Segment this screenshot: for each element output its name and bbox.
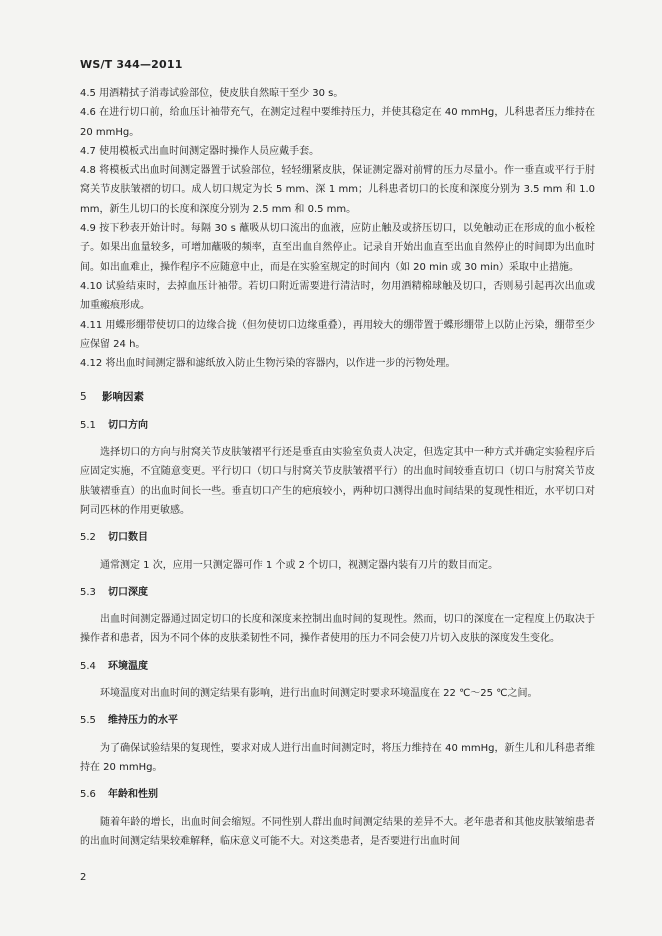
- subsection-5-1-text: 选择切口的方向与肘窝关节皮肤皱褶平行还是垂直由实验室负责人决定，但选定其中一种方式并确定实验程序后应固定实施，不宜随意变更。平行切口（切口与肘窝关节皮肤皱褶平行）的出血时间较垂直切口（切口与肘窝关节皮肤皱褶垂直）的出血时间长一些。垂直切口产生的疤痕较小，两种切口测得出血时间结果的复现性相近，水平切口对阿司匹林的作用更敏感。: [80, 447, 595, 516]
- step-4-6: 4.6 在进行切口前，给血压计袖带充气，在测定过程中要维持压力，并使其稳定在 40 mmHg，儿科患者压力维持在 20 mmHg。: [80, 107, 595, 138]
- page-number: 2: [80, 872, 87, 883]
- subsection-number: 5.4: [80, 660, 96, 672]
- subsection-title: 切口数目: [108, 532, 148, 544]
- step-4-5: 4.5 用酒精拭子消毒试验部位，使皮肤自然晾干至少 30 s。: [80, 88, 344, 99]
- subsection-5-2-text: 通常测定 1 次，应用一只测定器可作 1 个或 2 个切口，视测定器内装有刀片的数目而定。: [100, 559, 499, 571]
- step-4-11: 4.11 用蝶形绷带使切口的边缘合拢（但勿使切口边缘重叠），再用较大的绷带置于蝶形绷带上以防止污染，绷带至少应保留 24 h。: [80, 319, 595, 350]
- step-4-10: 4.10 试验结束时，去掉血压计袖带。若切口附近需要进行清洁时，勿用酒精棉球触及切口，否则易引起再次出血或加重瘢痕形成。: [80, 280, 595, 312]
- section-number: 5: [80, 391, 87, 404]
- subsection-number: 5.2: [80, 532, 96, 544]
- section-title: 影响因素: [102, 391, 144, 404]
- step-4-8: 4.8 将模板式出血时间测定器置于试验部位，轻轻绷紧皮肤，保证测定器对前臂的压力尽量小。作一垂直或平行于肘窝关节皮肤皱褶的切口。成人切口规定为长 5 mm、深 1 mm；儿科患者切口的长度和深度分别为 3.5 mm 和 1.0 mm，新生儿切口的长度和深度分别为 2.5 mm 和 0.5 mm。: [80, 165, 595, 215]
- subsection-5-5-heading: [80, 711, 595, 730]
- subsection-5-3-text: 出血时间测定器通过固定切口的长度和深度来控制出血时间的复现性。然而，切口的深度在一定程度上仍取决于操作者和患者，因为不同个体的皮肤柔韧性不同，操作者使用的压力不同会使刀片切入皮肤的深度发生变化。: [80, 614, 595, 645]
- step-4-12: 4.12 将出血时间测定器和滤纸放入防止生物污染的容器内，以作进一步的污物处理。: [80, 358, 456, 370]
- subsection-5-2-heading: [80, 528, 595, 547]
- subsection-5-6-text: 随着年龄的增长，出血时间会缩短。不同性别人群出血时间测定结果的差异不大。老年患者和其他皮肤皱缩患者的出血时间测定结果较难解释，临床意义可能不大。对这类患者，是否要进行出血时间: [80, 816, 595, 847]
- subsection-number: 5.5: [80, 715, 96, 727]
- subsection-5-6-heading: [80, 785, 595, 804]
- subsection-5-5-text: 为了确保试验结果的复现性，要求对成人进行出血时间测定时，将压力维持在 40 mmHg，新生儿和儿科患者维持在 20 mmHg。: [80, 742, 595, 773]
- subsection-number: 5.6: [80, 789, 96, 801]
- section-5-heading: [80, 388, 595, 407]
- subsection-5-3-heading: [80, 583, 595, 602]
- standard-code-header: WS/T 344—2011: [80, 58, 183, 71]
- document-body: [80, 84, 595, 851]
- subsection-5-4-text: 环境温度对出血时间的测定结果有影响，进行出血时间测定时要求环境温度在 22 ℃～25 ℃之间。: [100, 688, 538, 700]
- step-4-7: 4.7 使用模板式出血时间测定器时操作人员应戴手套。: [80, 145, 320, 157]
- subsection-title: 切口方向: [108, 419, 148, 431]
- subsection-title: 维持压力的水平: [108, 715, 178, 727]
- subsection-title: 切口深度: [108, 586, 148, 598]
- subsection-5-4-heading: [80, 657, 595, 676]
- subsection-number: 5.1: [80, 419, 96, 431]
- subsection-number: 5.3: [80, 586, 96, 598]
- subsection-title: 环境温度: [108, 660, 148, 672]
- subsection-title: 年龄和性别: [108, 789, 158, 801]
- step-4-9: 4.9 按下秒表开始计时。每隔 30 s 蘸吸从切口流出的血液，应防止触及或挤压切口，以免触动正在形成的血小板栓子。如果出血量较多，可增加蘸吸的频率，直至出血自然停止。记录自开始出血直至出血自然停止的时间即为出血时间。如出血难止，操作程序不应随意中止，而是在实验室规定的时间内（如 20 min 或 30 min）采取中止措施。: [80, 223, 595, 273]
- subsection-5-1-heading: [80, 416, 595, 435]
